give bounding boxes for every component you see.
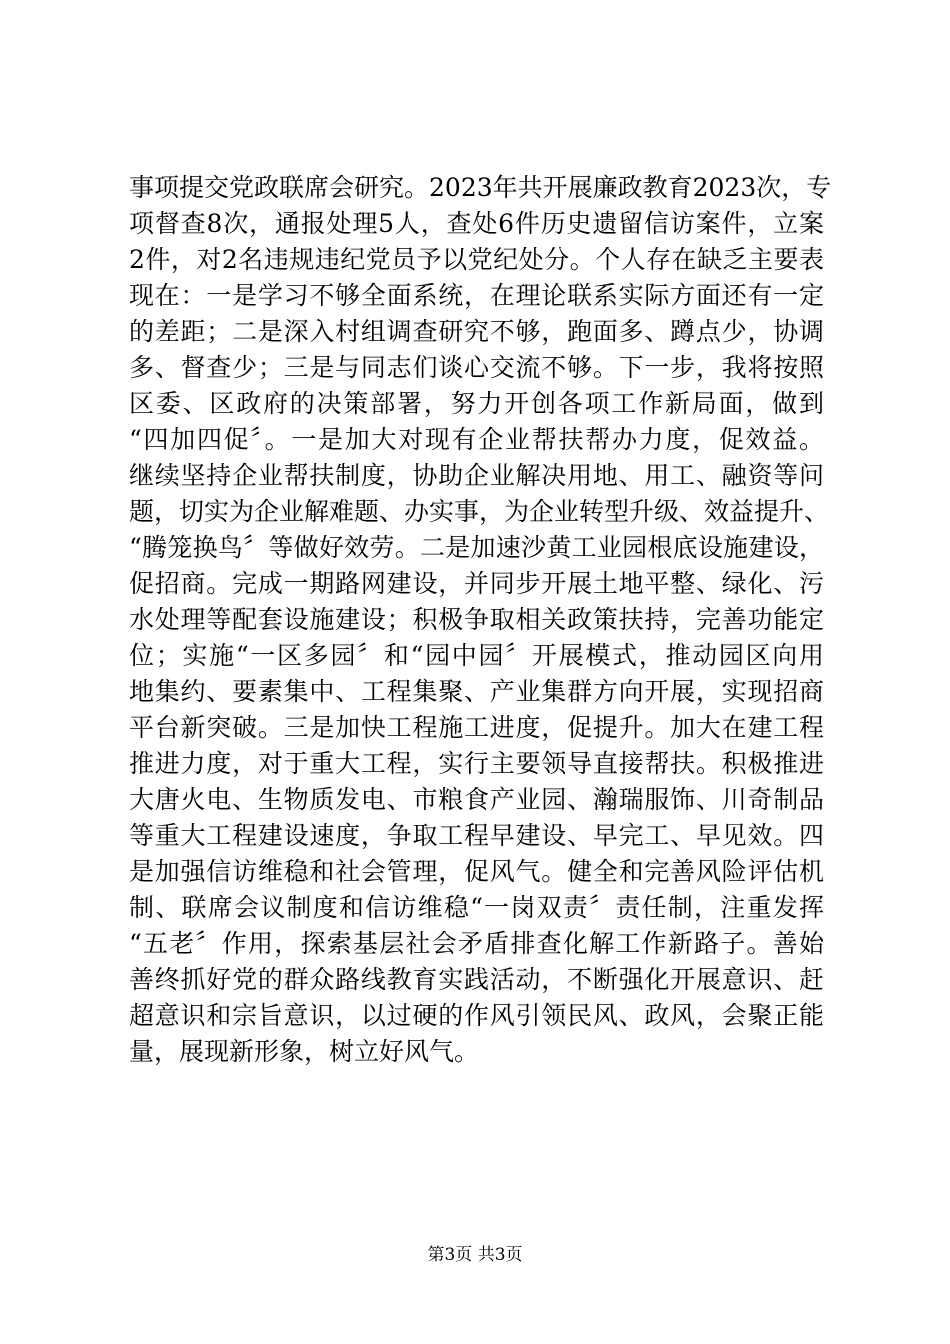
text-line: “四加四促〞。一是加大对现有企业帮扶帮办力度，促效益。	[129, 425, 824, 454]
text-line: 促招商。完成一期路网建设，并同步开展土地平整、绿化、污	[129, 569, 824, 598]
text-line: 等重大工程建设速度，争取工程早建设、早完工、早见效。四	[129, 821, 824, 850]
text-line: 超意识和宗旨意识，以过硬的作风引领民风、政风，会聚正能	[129, 1001, 824, 1030]
text-line: 平台新突破。三是加快工程施工进度，促提升。加大在建工程	[129, 713, 824, 742]
text-line: 继续坚持企业帮扶制度，协助企业解决用地、用工、融资等问	[129, 461, 824, 490]
text-line: 大唐火电、生物质发电、市粮食产业园、瀚瑞服饰、川奇制品	[129, 785, 824, 814]
text-line: 多、督查少；三是与同志们谈心交流不够。下一步，我将按照	[129, 353, 824, 382]
text-line-last: 量，展现新形象，树立好风气。	[129, 1037, 480, 1066]
text-line: 现在：一是学习不够全面系统，在理论联系实际方面还有一定	[129, 281, 824, 310]
text-line: 项督查8次，通报处理5人，查处6件历史遗留信访案件，立案	[129, 209, 824, 238]
text-line: “腾笼换鸟〞等做好效劳。二是加速沙黄工业园根底设施建设，	[129, 533, 824, 562]
body-paragraph	[129, 170, 832, 1070]
text-line: 善终抓好党的群众路线教育实践活动，不断强化开展意识、赶	[129, 965, 824, 994]
page-footer	[0, 1243, 950, 1267]
text-line: 区委、区政府的决策部署，努力开创各项工作新局面，做到	[129, 389, 824, 418]
text-line: 地集约、要素集中、工程集聚、产业集群方向开展，实现招商	[129, 677, 824, 706]
text-line: 推进力度，对于重大工程，实行主要领导直接帮扶。积极推进	[129, 749, 824, 778]
text-line: 2件，对2名违规违纪党员予以党纪处分。个人存在缺乏主要表	[129, 245, 824, 274]
text-line: 是加强信访维稳和社会管理，促风气。健全和完善风险评估机	[129, 857, 824, 886]
text-line: “五老〞作用，探索基层社会矛盾排查化解工作新路子。善始	[129, 929, 824, 958]
text-line: 位；实施“一区多园〞和“园中园〞开展模式，推动园区向用	[129, 641, 824, 670]
text-line: 题，切实为企业解难题、办实事，为企业转型升级、效益提升、	[129, 497, 830, 526]
text-line: 的差距；二是深入村组调查研究不够，跑面多、蹲点少，协调	[129, 317, 824, 346]
text-line: 水处理等配套设施建设；积极争取相关政策扶持，完善功能定	[129, 605, 824, 634]
text-line: 制、联席会议制度和信访维稳“一岗双责〞责任制，注重发挥	[129, 893, 824, 922]
text-line: 事项提交党政联席会研究。2023年共开展廉政教育2023次，专	[129, 173, 832, 202]
page-number-label: 第3页 共3页	[427, 1245, 523, 1265]
